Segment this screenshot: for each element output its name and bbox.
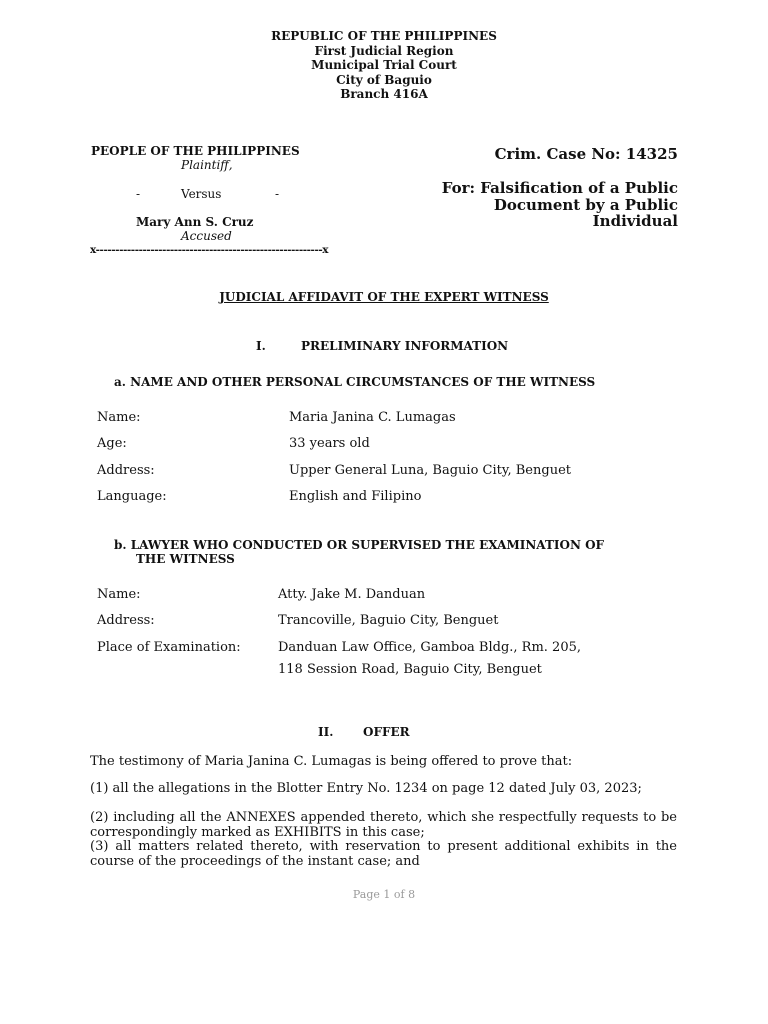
witness-address-label: Address: <box>97 463 155 478</box>
section-1-heading: PRELIMINARY INFORMATION <box>301 339 509 353</box>
offer-item-1: (1) all the allegations in the Blotter Entry No. 1234 on page 12 dated July 03, 2023; <box>90 781 642 796</box>
versus-label: Versus <box>181 187 222 201</box>
witness-age-value: 33 years old <box>289 436 370 451</box>
offer-item-2: (2) including all the ANNEXES appended thereto, which she respectfully requests to be correspondingly marked as EXHIBITS in this case; <box>90 810 677 840</box>
subsection-a-heading: a. NAME AND OTHER PERSONAL CIRCUMSTANCES OF THE WITNESS <box>114 375 596 389</box>
section-1-number: I. <box>256 339 266 353</box>
lawyer-name-value: Atty. Jake M. Danduan <box>278 587 426 602</box>
offense-line-2: Document by a Public <box>493 195 678 214</box>
document-title: JUDICIAL AFFIDAVIT OF THE EXPERT WITNESS <box>219 290 549 304</box>
lawyer-address-value: Trancoville, Baguio City, Benguet <box>278 613 499 628</box>
versus-dash-right: - <box>275 187 280 201</box>
region-line: First Judicial Region <box>314 43 454 58</box>
witness-language-label: Language: <box>97 489 167 504</box>
examination-place-value-line-2: 118 Session Road, Baguio City, Benguet <box>278 662 542 677</box>
subsection-b-heading-line-1: b. LAWYER WHO CONDUCTED OR SUPERVISED THE EXAMINATION OF <box>114 538 605 552</box>
page-number: Page 1 of 8 <box>352 888 416 901</box>
witness-name-label: Name: <box>97 410 141 425</box>
case-number: Crim. Case No: 14325 <box>494 145 678 163</box>
offer-intro: The testimony of Maria Janina C. Lumagas is being offered to prove that: <box>90 754 573 769</box>
versus-dash-left: - <box>136 187 141 201</box>
offense-line-1: For: Falsification of a Public <box>441 179 678 197</box>
examination-place-label: Place of Examination: <box>97 640 241 655</box>
subsection-b-heading-line-2: THE WITNESS <box>136 552 235 566</box>
city-line: City of Baguio <box>336 72 432 87</box>
plaintiff-role: Plaintiff, <box>181 158 233 172</box>
plaintiff-name: PEOPLE OF THE PHILIPPINES <box>91 144 300 158</box>
offer-item-3: (3) all matters related thereto, with reservation to present additional exhibits in the course of the proceedings of the instant case; and <box>90 839 677 869</box>
examination-place-value-line-1: Danduan Law Office, Gamboa Bldg., Rm. 205, <box>278 640 581 655</box>
section-2-number: II. <box>318 725 334 739</box>
offense-line-3: Individual <box>592 212 678 230</box>
section-2-heading: OFFER <box>363 725 410 739</box>
accused-role: Accused <box>181 229 232 243</box>
court-line: Municipal Trial Court <box>311 58 457 72</box>
witness-address-value: Upper General Luna, Baguio City, Benguet <box>289 463 571 478</box>
witness-language-value: English and Filipino <box>289 489 422 504</box>
caption-separator: x----------------------------------------------------------x <box>90 244 329 256</box>
witness-age-label: Age: <box>97 436 127 451</box>
accused-name: Mary Ann S. Cruz <box>136 215 254 229</box>
lawyer-name-label: Name: <box>97 587 141 602</box>
republic-line: REPUBLIC OF THE PHILIPPINES <box>271 29 497 43</box>
branch-line: Branch 416A <box>340 87 428 101</box>
witness-name-value: Maria Janina C. Lumagas <box>289 410 456 425</box>
lawyer-address-label: Address: <box>97 613 155 628</box>
